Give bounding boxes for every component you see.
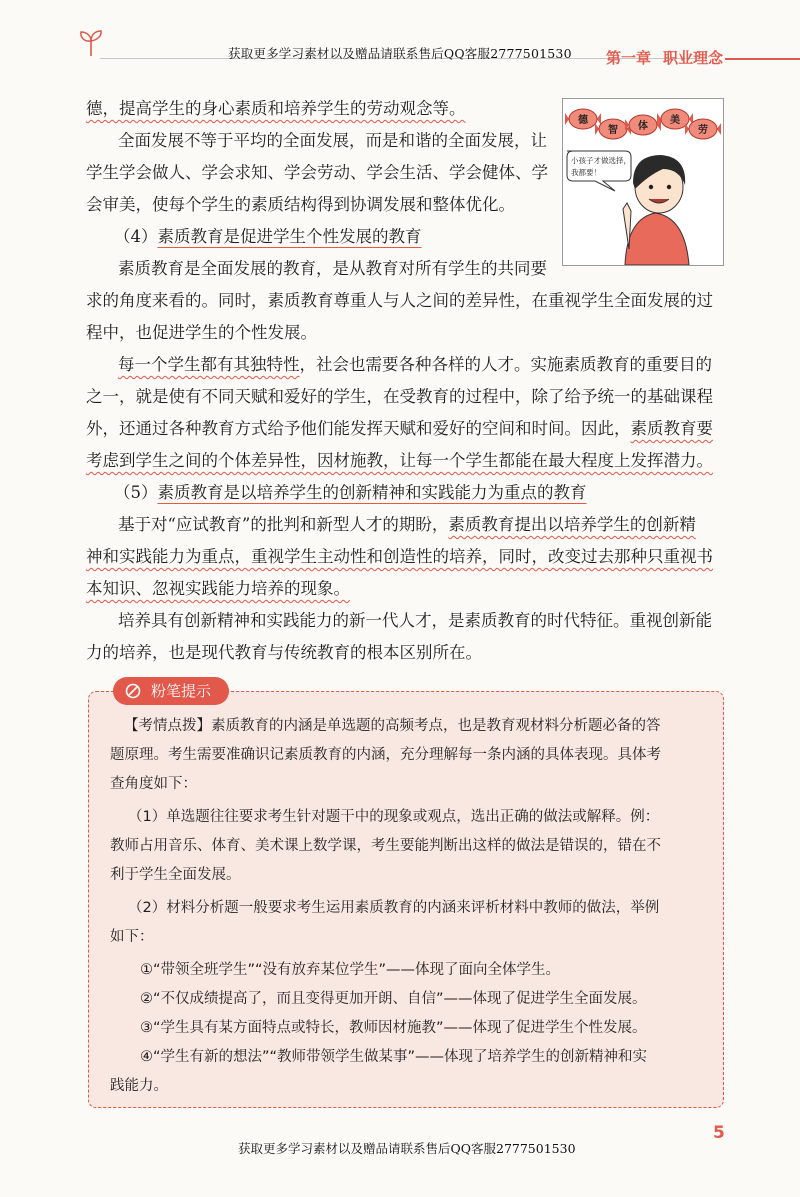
body-line: 素质教育是全面发展的教育，是从教育对所有学生的共同要	[118, 259, 547, 278]
chapter-title: 职业理念	[663, 49, 724, 67]
tip-line: 利于学生全面发展。	[110, 867, 241, 883]
chapter-number: 第一章	[606, 49, 652, 67]
body-line: 学生学会做人、学会求知、学会劳动、学会生活、学会健体、学	[86, 163, 548, 182]
body-line: 全面发展不等于平均的全面发展，而是和谐的全面发展，让	[118, 131, 547, 150]
tip-line: ③“学生具有某方面特点或特长，教师因材施教”——体现了促进学生个性发展。	[140, 1020, 647, 1036]
section-heading-4: （4）素质教育是促进学生个性发展的教育	[114, 227, 422, 246]
candy-icon	[657, 109, 693, 129]
tip-line: ①“带领全班学生”“没有放弃某位学生”——体现了面向全体学生。	[140, 962, 561, 978]
header-note: 获取更多学习素材以及赠品请联系售后QQ客服2777501530	[228, 46, 572, 61]
cartoon-boy-image	[563, 99, 723, 265]
tip-badge-label: 粉笔提示	[151, 682, 212, 700]
candy-label: 体	[638, 121, 648, 132]
body-line: 外，还通过各种教育方式给予他们能发挥天赋和爱好的空间和时间。因此，素质教育要	[86, 419, 713, 438]
tip-line: ②“不仅成绩提高了，而且变得更加开朗、自信”——体现了促进学生全面发展。	[140, 991, 647, 1007]
header-accent-rule	[725, 58, 800, 60]
footer-note: 获取更多学习素材以及赠品请联系售后QQ客服2777501530	[238, 1141, 576, 1156]
svg-text:小孩子才做选择，: 小孩子才做选择，	[571, 156, 631, 165]
candy-label: 劳	[698, 125, 708, 136]
body-line: 会审美，使每个学生的素质结构得到协调发展和整体优化。	[86, 195, 515, 214]
tip-badge	[113, 677, 229, 705]
chalk-icon	[125, 683, 141, 699]
body-line: 求的角度来看的。同时，素质教育尊重人与人之间的差异性，在重视学生全面发展的过	[86, 291, 713, 310]
cartoon-illustration	[562, 98, 724, 266]
chapter-heading	[606, 47, 723, 68]
tip-line: 如下：	[110, 929, 154, 945]
sprout-icon	[78, 28, 104, 58]
body-line: 德，提高学生的身心素质和培养学生的劳动观念等。	[86, 99, 466, 118]
tip-line: （1）单选题往往要求考生针对题干中的现象或观点，选出正确的做法或解释。例：	[128, 809, 660, 825]
body-line: 每一个学生都有其独特性，社会也需要各种各样的人才。实施素质教育的重要目的	[118, 355, 712, 374]
tip-line: 践能力。	[110, 1078, 168, 1094]
candy-label: 德	[578, 115, 588, 126]
body-line: 本知识、忽视实践能力培养的现象。	[86, 579, 350, 598]
candy-icon	[685, 119, 721, 139]
body-line: 程中，也促进学生的个性发展。	[86, 323, 317, 342]
body-line: 之一，就是使有不同天赋和爱好的学生，在受教育的过程中，除了给予统一的基础课程	[86, 387, 713, 406]
svg-text:我都要！: 我都要！	[571, 168, 601, 177]
page-number: 5	[713, 1123, 725, 1143]
body-line: 力的培养，也是现代教育与传统教育的根本区别所在。	[86, 643, 482, 662]
candy-label: 智	[608, 125, 618, 136]
tip-line: ④“学生有新的想法”“教师带领学生做某事”——体现了培养学生的创新精神和实	[140, 1049, 648, 1065]
body-line: 考虑到学生之间的个体差异性，因材施教，让每一个学生都能在最大程度上发挥潜力。	[86, 451, 713, 470]
tip-line: 教师占用音乐、体育、美术课上数学课，考生要能判断出这样的做法是错误的，错在不	[110, 838, 661, 854]
body-line: 基于对“应试教育”的批判和新型人才的期盼，素质教育提出以培养学生的创新精	[118, 515, 696, 534]
body-line: 神和实践能力为重点，重视学生主动性和创造性的培养，同时，改变过去那种只重视书	[86, 547, 713, 566]
tip-line: 查角度如下：	[110, 776, 197, 792]
tip-line: 题原理。考生需要准确识记素质教育的内涵，充分理解每一条内涵的具体表现。具体考	[110, 747, 661, 763]
speech-bubble	[567, 151, 631, 191]
body-line: 培养具有创新精神和实践能力的新一代人才，是素质教育的时代特征。重视创新能	[118, 611, 712, 630]
tip-line: 【考情点拨】素质教育的内涵是单选题的高频考点，也是教育观材料分析题必备的答	[124, 718, 661, 734]
tip-line: （2）材料分析题一般要求考生运用素质教育的内涵来评析材料中教师的做法，举例	[128, 900, 660, 916]
candy-label: 美	[670, 115, 680, 126]
boy-figure	[623, 155, 689, 265]
section-heading-5: （5）素质教育是以培养学生的创新精神和实践能力为重点的教育	[114, 483, 587, 502]
